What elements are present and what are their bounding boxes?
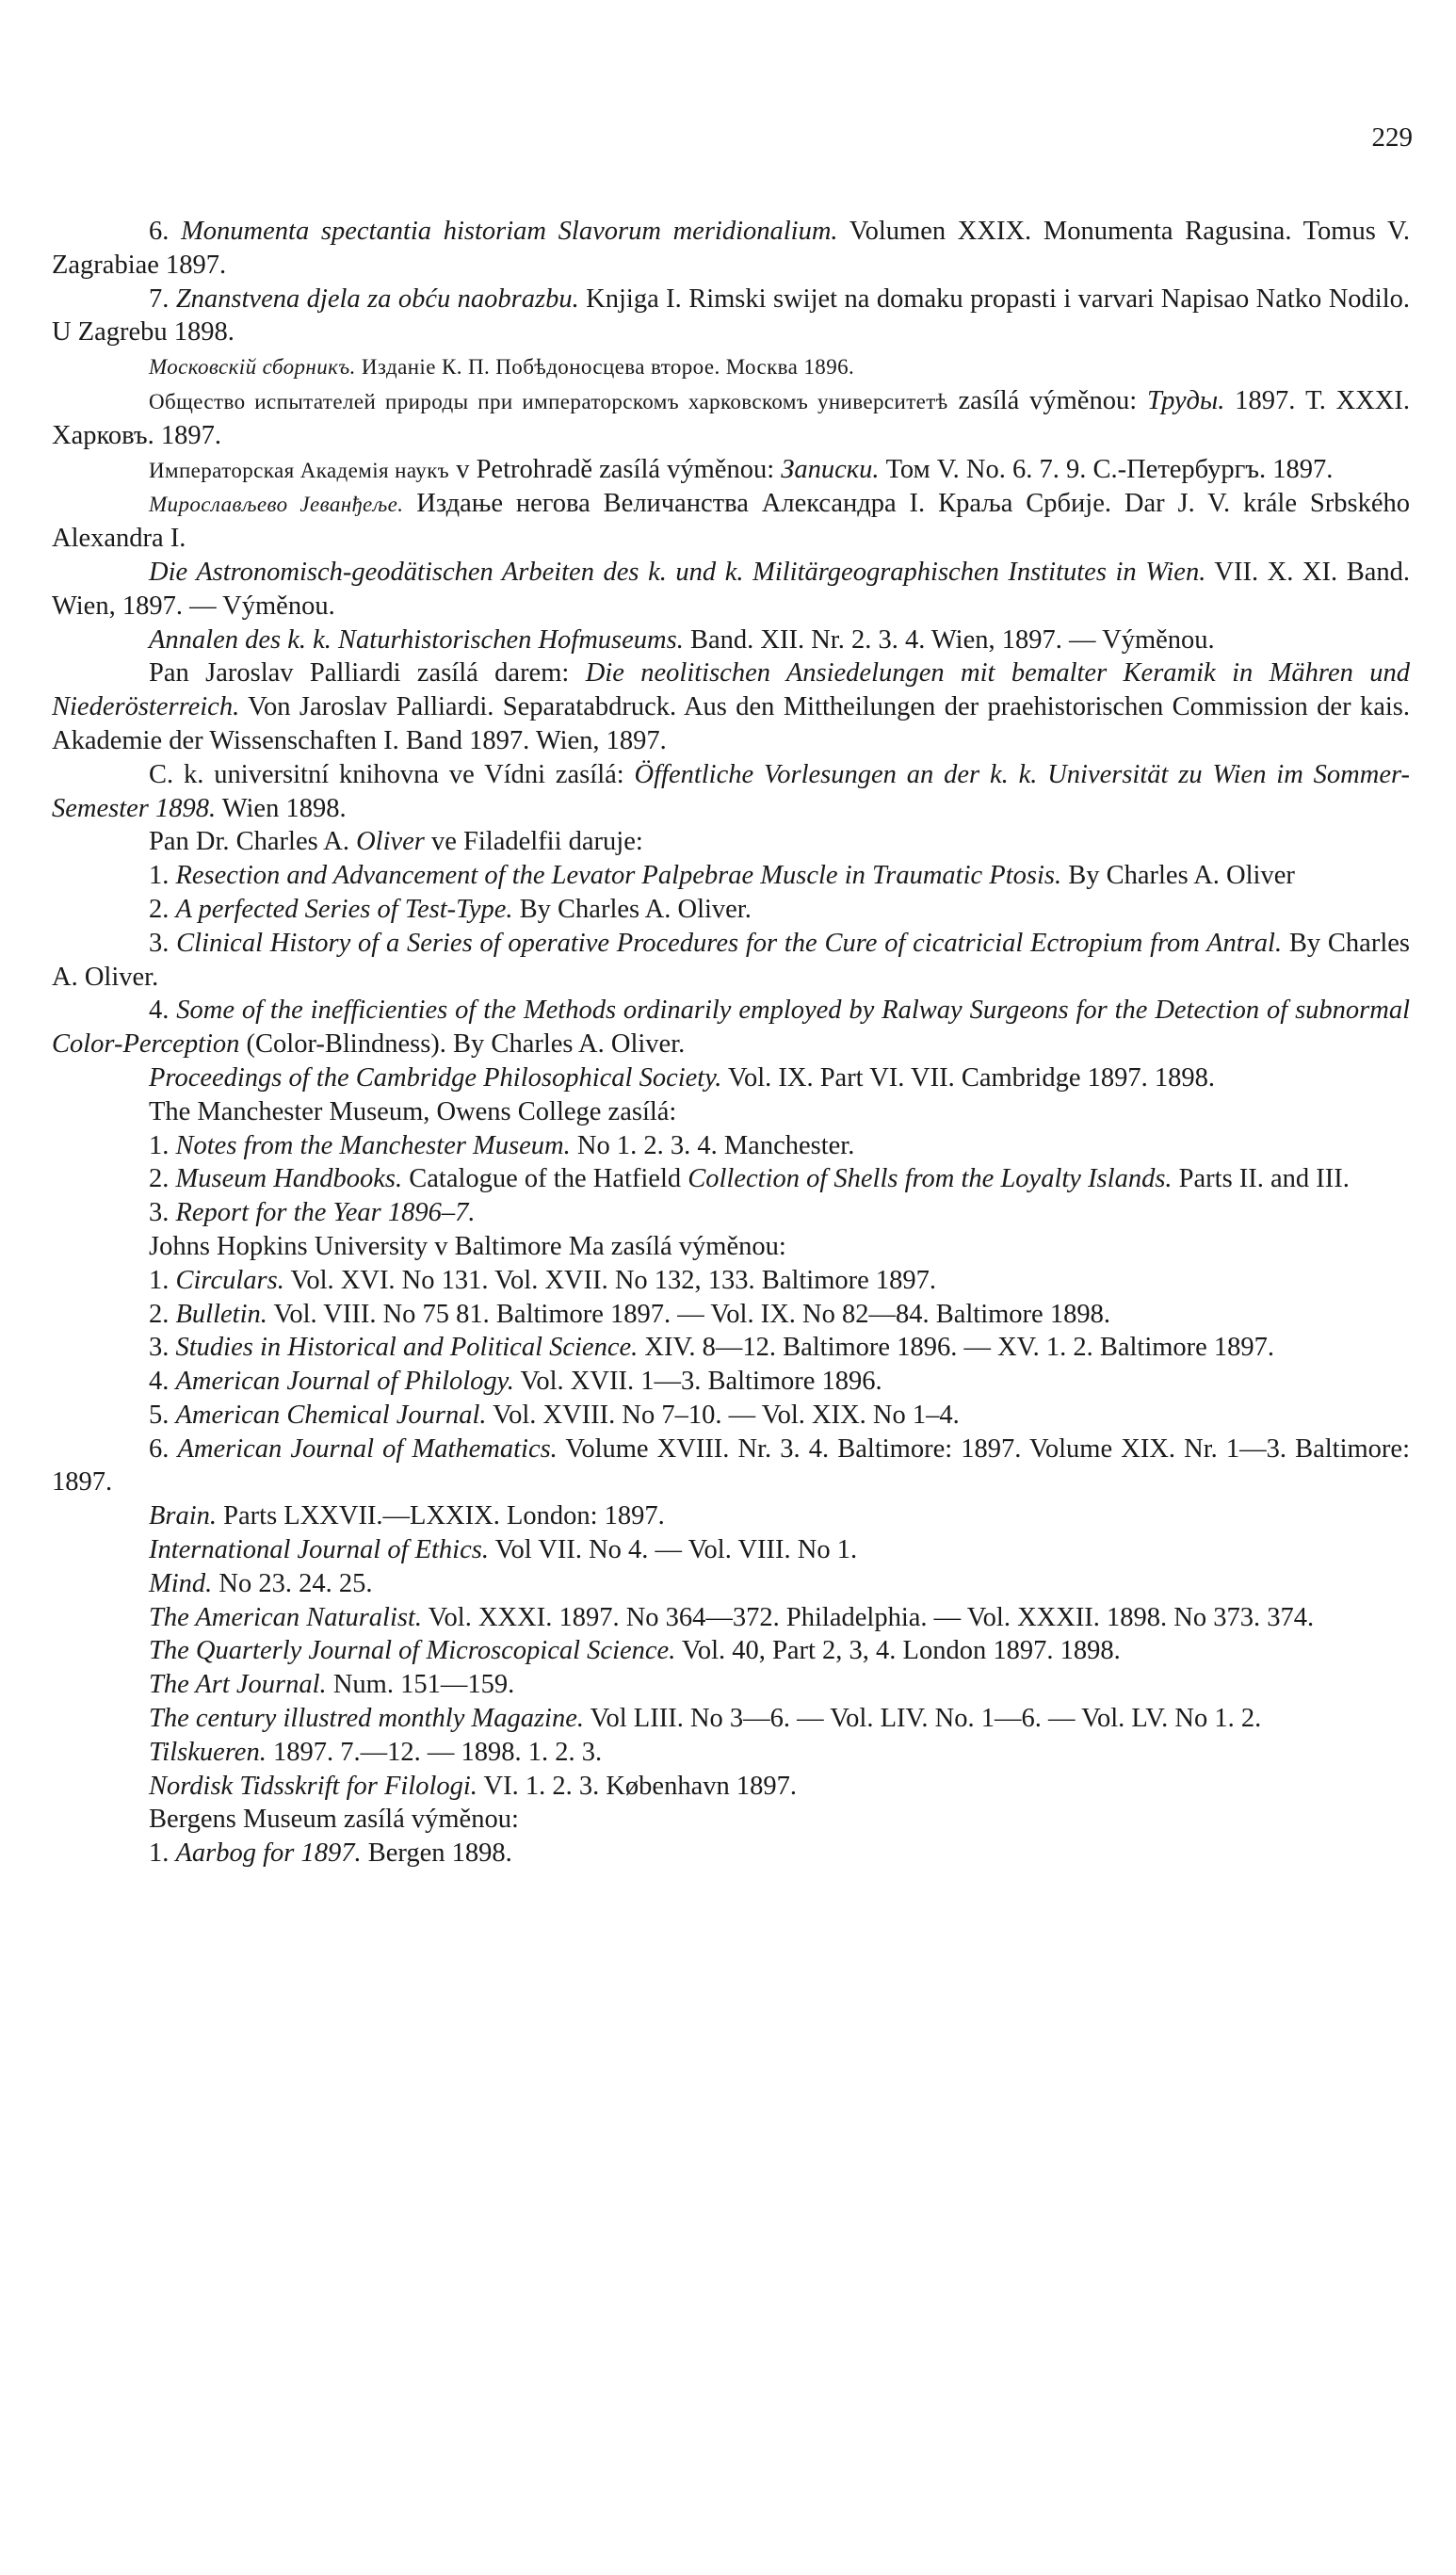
entry-paragraph: [52, 1399, 1410, 1433]
title-text: Monumenta spectantia historiam Slavorum meridionalium.: [181, 217, 838, 246]
entry-paragraph: [52, 1634, 1410, 1668]
entry-paragraph: [52, 893, 1410, 927]
entry-text: Pan Jaroslav Palliardi zasílá darem:: [149, 658, 586, 688]
entry-text: Bergens Museum zasílá výměnou:: [149, 1805, 519, 1835]
entry-paragraph: [52, 1499, 1410, 1533]
title-text: Annalen des k. k. Naturhistorischen Hofmuseums.: [149, 624, 684, 655]
entry-text: Johns Hopkins University v Baltimore Ma zasílá výměnou:: [149, 1231, 786, 1261]
entry-paragraph: [52, 1264, 1410, 1298]
entry-paragraph: [52, 487, 1410, 556]
entry-paragraph: [52, 215, 1410, 283]
entry-paragraph: [52, 1196, 1410, 1230]
entry-text: 1.: [149, 1130, 176, 1160]
title-text: Circulars.: [175, 1265, 284, 1295]
entry-text: No 23. 24. 25.: [212, 1568, 373, 1598]
entry-text: Num. 151—159.: [326, 1670, 515, 1700]
entry-paragraph: [52, 1837, 1410, 1871]
entry-paragraph: [52, 1230, 1410, 1264]
title-text: Die neolitischen Ansiedelungen mit bemalter Keramik in Mähren und Niederösterreich.: [52, 658, 1410, 722]
entry-text: The Manchester Museum, Owens College zasílá:: [149, 1096, 677, 1126]
title-text: Studies in Historical and Political Science.: [175, 1333, 639, 1363]
entry-text: 3.: [149, 928, 177, 958]
entry-text: Vol LIII. No 3—6. — Vol. LIV. No. 1—6. — Vol. LV. No 1. 2.: [584, 1704, 1262, 1734]
title-text: Die Astronomisch-geodätischen Arbeiten des k. und k. Militärgeographischen Institutes in Wien.: [149, 557, 1206, 587]
page-text: [52, 215, 1410, 1871]
entry-text: Vol. XVIII. No 7–10. — Vol. XIX. No 1–4.: [486, 1400, 960, 1430]
entry-text: Wien 1898.: [216, 793, 347, 823]
title-text: Notes from the Manchester Museum.: [175, 1130, 571, 1160]
entry-text: Общество испытателей природы при императорскомъ харковскомъ университетѣ: [149, 389, 948, 413]
entry-text: Pan Dr. Charles A.: [149, 827, 357, 857]
title-text: Some of the inefficienties of the Methods ordinarily employed by Ralway Surgeons for the Detection of subnormal Color-Perception: [52, 996, 1410, 1060]
entry-text: Императорская Академія наукъ: [149, 458, 450, 482]
entry-paragraph: [52, 1803, 1410, 1837]
title-text: American Journal of Philology.: [175, 1367, 514, 1397]
title-text: Nordisk Tidsskrift for Filologi.: [149, 1771, 477, 1801]
entry-text: Knjiga I. Rimski swijet na domaku propasti i varvari Napisao Natko Nodilo. U Zagrebu 1898.: [52, 283, 1410, 348]
entry-paragraph: [52, 1331, 1410, 1365]
title-text: The Quarterly Journal of Microscopical Science.: [149, 1636, 676, 1666]
entry-text: Том V. No. 6. 7. 9. С.-Петербургъ. 1897.: [879, 454, 1334, 484]
title-text: Brain.: [149, 1501, 218, 1531]
entry-paragraph: [52, 1702, 1410, 1736]
entry-text: Vol. VIII. No 75 81. Baltimore 1897. — Vol. IX. No 82—84. Baltimore 1898.: [267, 1299, 1110, 1329]
title-text: The century illustred monthly Magazine.: [149, 1704, 584, 1734]
entry-text: v Petrohradě zasílá výměnou:: [449, 454, 782, 484]
title-text: Report for the Year 1896–7.: [175, 1198, 476, 1228]
entry-paragraph: [52, 1095, 1410, 1129]
page-number: 229: [1371, 122, 1413, 153]
entry-paragraph: [52, 859, 1410, 893]
entry-text: 2.: [149, 1299, 176, 1329]
entry-paragraph: [52, 994, 1410, 1061]
entry-paragraph: [52, 283, 1410, 350]
title-text: Znanstvena djela za obću naobrazbu.: [175, 283, 579, 314]
title-text: Collection of Shells from the Loyalty Islands.: [688, 1164, 1173, 1194]
title-text: Мирослављево Јеванђеље.: [149, 493, 404, 517]
entry-text: Vol. 40, Part 2, 3, 4. London 1897. 1898.: [675, 1636, 1121, 1666]
entry-paragraph: [52, 1162, 1410, 1196]
entry-text: Catalogue of the Hatfield: [402, 1164, 688, 1194]
entry-text: Volumen XXIX. Monumenta Ragusina. Tomus V. Zagrabiae 1897.: [52, 217, 1411, 280]
entry-paragraph: [52, 453, 1410, 488]
entry-paragraph: [52, 1298, 1410, 1332]
entry-text: 2.: [149, 1164, 176, 1194]
entry-paragraph: [52, 656, 1410, 757]
entry-paragraph: [52, 927, 1410, 995]
entry-text: 1.: [149, 1838, 176, 1869]
entry-text: zasílá výměnou:: [947, 385, 1147, 415]
entry-text: Dar J. V. krále Srbského Alexandra I.: [52, 489, 1410, 554]
entry-paragraph: [52, 1061, 1410, 1095]
entry-paragraph: [52, 825, 1410, 859]
title-text: The American Naturalist.: [149, 1602, 423, 1632]
entry-text: ve Filadelfii daruje:: [424, 827, 643, 857]
title-text: The Art Journal.: [149, 1670, 327, 1700]
entry-text: 1.: [149, 1265, 176, 1295]
entry-text: Bergen 1898.: [361, 1838, 512, 1869]
entry-text: XIV. 8—12. Baltimore 1896. — XV. 1. 2. Baltimore 1897.: [638, 1333, 1275, 1363]
entry-paragraph: [52, 384, 1410, 453]
entry-text: Von Jaroslav Palliardi. Separatabdruck. Aus den Mittheilungen der praehistorischen Commission der kais. Akademie der Wissenschaften I. Band 1897. Wien, 1897.: [52, 692, 1410, 755]
entry-text: 4.: [149, 996, 177, 1026]
entry-paragraph: [52, 758, 1410, 826]
entry-text: VII. X. XI. Band. Wien, 1897. — Výměnou.: [52, 557, 1410, 621]
entry-text: 6.: [149, 1433, 178, 1464]
title-text: Mind.: [149, 1568, 213, 1598]
entry-text: Band. XII. Nr. 2. 3. 4. Wien, 1897. — Výměnou.: [683, 624, 1215, 655]
entry-paragraph: [52, 1601, 1410, 1635]
entry-text: 3.: [149, 1333, 176, 1363]
entry-paragraph: [52, 1533, 1410, 1567]
title-text: Oliver: [356, 827, 425, 857]
title-text: American Chemical Journal.: [175, 1400, 487, 1430]
entry-text: No 1. 2. 3. 4. Manchester.: [570, 1130, 855, 1160]
entry-text: Vol. XXXI. 1897. No 364—372. Philadelphia. — Vol. XXXII. 1898. No 373. 374.: [422, 1602, 1315, 1632]
title-text: American Journal of Mathematics.: [177, 1433, 558, 1464]
entry-text: 1.: [149, 861, 176, 891]
title-text: International Journal of Ethics.: [149, 1535, 489, 1565]
entry-text: 6.: [149, 217, 182, 246]
title-text: Bulletin.: [175, 1299, 267, 1329]
entry-paragraph: [52, 1736, 1410, 1770]
entry-paragraph: [52, 1365, 1410, 1399]
entry-paragraph: [52, 349, 1410, 384]
entry-paragraph: [52, 1433, 1410, 1500]
entry-paragraph: [52, 1129, 1410, 1163]
entry-text: Изданіе К. П. Побѣдоносцева второе. Москва 1896.: [355, 355, 855, 380]
entry-paragraph: [52, 1668, 1410, 1702]
entry-text: C. k. universitní knihovna ve Vídni zasílá:: [149, 759, 635, 789]
title-text: Труды.: [1146, 385, 1225, 415]
entry-text: 2.: [149, 894, 176, 924]
entry-text: Volume XVIII. Nr. 3. 4. Baltimore: 1897. Volume XIX. Nr. 1—3. Baltimore: 1897.: [52, 1433, 1410, 1498]
entry-text: 5.: [149, 1400, 176, 1430]
entry-text: By Charles A. Oliver.: [52, 928, 1410, 992]
entry-text: By Charles A. Oliver: [1061, 861, 1295, 891]
entry-text: By Charles A. Oliver.: [512, 894, 752, 924]
entry-text: Parts LXXVII.—LXXIX. London: 1897.: [217, 1501, 665, 1531]
entry-text: 7.: [149, 283, 176, 314]
entry-text: Vol. IX. Part VI. VII. Cambridge 1897. 1898.: [721, 1062, 1215, 1093]
entry-text: Издање негова Величанства Александра I. Краља Србије.: [403, 489, 1111, 519]
entry-paragraph: [52, 556, 1410, 624]
title-text: Записки.: [781, 454, 880, 484]
entry-paragraph: [52, 1770, 1410, 1804]
title-text: Московскій сборникъ.: [149, 355, 356, 380]
entry-text: VI. 1. 2. 3. København 1897.: [477, 1771, 797, 1801]
entry-text: 3.: [149, 1198, 176, 1228]
entry-text: (Color-Blindness). By Charles A. Oliver.: [239, 1029, 686, 1060]
entry-text: Vol. XVI. No 131. Vol. XVII. No 132, 133. Baltimore 1897.: [283, 1265, 937, 1295]
title-text: Resection and Advancement of the Levator Palpebrae Muscle in Traumatic Ptosis.: [175, 861, 1062, 891]
title-text: Museum Handbooks.: [175, 1164, 403, 1194]
title-text: A perfected Series of Test-Type.: [175, 894, 513, 924]
entry-text: Vol VII. No 4. — Vol. VIII. No 1.: [488, 1535, 858, 1565]
entry-text: Vol. XVII. 1—3. Baltimore 1896.: [513, 1367, 882, 1397]
entry-text: 1897. Т. XXXI. Харковъ. 1897.: [52, 385, 1410, 450]
entry-paragraph: [52, 624, 1410, 657]
title-text: Tilskueren.: [149, 1737, 267, 1767]
entry-text: 1897. 7.—12. — 1898. 1. 2. 3.: [266, 1737, 603, 1767]
title-text: Aarbog for 1897.: [175, 1838, 362, 1869]
title-text: Proceedings of the Cambridge Philosophical Society.: [149, 1062, 722, 1093]
entry-text: 4.: [149, 1367, 176, 1397]
title-text: Öffentliche Vorlesungen an der k. k. Universität zu Wien im Sommer-Semester 1898.: [52, 759, 1410, 823]
entry-paragraph: [52, 1567, 1410, 1601]
entry-text: Parts II. and III.: [1172, 1164, 1350, 1194]
title-text: Clinical History of a Series of operative Procedures for the Cure of cicatricial Ectropium from Antral.: [176, 928, 1283, 958]
